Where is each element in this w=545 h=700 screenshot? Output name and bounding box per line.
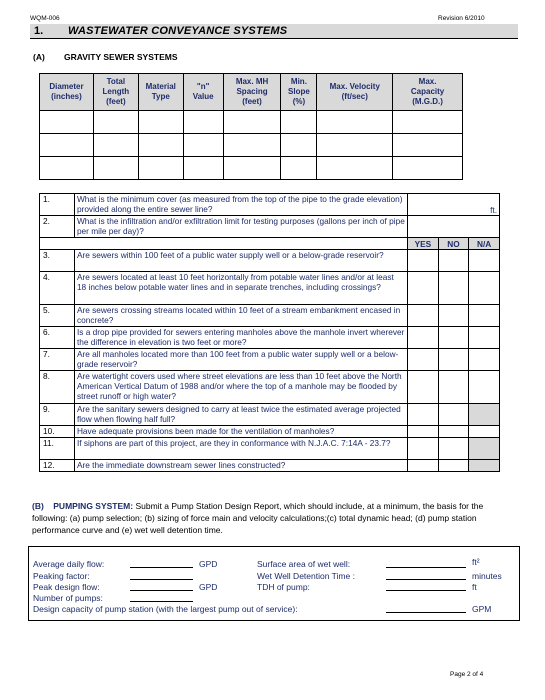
- answer-no-cell[interactable]: [438, 250, 469, 272]
- col-header-max-capacity: [393, 74, 463, 111]
- answer-yes-cell[interactable]: [408, 426, 439, 438]
- question-text: Are sewers located at least 10 feet horizontally from potable water lines and/or at least 18 inches below potable water lines and in separate trenches, including crossings?: [74, 272, 407, 305]
- spacer-cell: [74, 238, 407, 250]
- answer-yes-cell[interactable]: [408, 371, 439, 404]
- capacity-unit: GPM: [472, 604, 492, 614]
- question-number: 5.: [40, 305, 75, 327]
- answer-yes-cell[interactable]: [408, 349, 439, 371]
- question-text: Are watertight covers used where street elevations are less than 10 feet above the North American Vertical Datum of 1988 and/or where the top of a manhole may be flooded by street runoff or high water?: [74, 371, 407, 404]
- capacity-label: Design capacity of pump station (with the largest pump out of service):: [33, 604, 298, 614]
- mh-spacing-cell[interactable]: [223, 157, 281, 180]
- answer-no-cell[interactable]: [438, 327, 469, 349]
- col-header-line: Type: [151, 92, 170, 101]
- col-header-line: (M.G.D.): [412, 97, 443, 106]
- answer-na-cell[interactable]: [469, 305, 500, 327]
- answer-header-row: [40, 238, 500, 250]
- question-text: Are sewers within 100 feet of a public water supply well or a below-grade reservoir?: [74, 250, 407, 272]
- peak-flow-field[interactable]: [130, 590, 193, 591]
- question-row: [40, 216, 500, 238]
- length-cell[interactable]: [93, 157, 138, 180]
- section-title: WASTEWATER CONVEYANCE SYSTEMS: [68, 25, 288, 37]
- col-header-line: Value: [192, 92, 214, 101]
- question-text: If siphons are part of this project, are they in conformance with N.J.A.C. 7:14A - 23.7?: [74, 438, 407, 460]
- question-text: Have adequate provisions been made for the ventilation of manholes?: [74, 426, 407, 438]
- answer-header-yes: YES: [408, 238, 439, 250]
- col-header-material-type: [138, 74, 183, 111]
- col-header-line: (ft/sec): [341, 92, 368, 101]
- capacity-field[interactable]: [386, 612, 466, 613]
- wet-area-field[interactable]: [386, 567, 466, 568]
- n-value-cell[interactable]: [183, 134, 223, 157]
- question-row: [40, 305, 500, 327]
- col-header-line: (feet): [106, 97, 126, 106]
- material-cell[interactable]: [138, 134, 183, 157]
- question-text: What is the minimum cover (as measured from the top of the pipe to the grade elevation) provided along the entire sewer line?: [74, 194, 407, 216]
- answer-input[interactable]: [408, 194, 500, 216]
- question-row: [40, 460, 500, 472]
- col-header-line: (%): [292, 97, 306, 106]
- slope-cell[interactable]: [281, 111, 317, 134]
- pumping-instructions: Submit a Pump Station Design Report, which should include, at a minimum, the basis for the following: (a) pump selection; (b) sizing of force main and velocity calculations;(c) total dynamic head; (d) pump station performance curve and (e) wet well detention time.: [32, 501, 484, 535]
- question-number: 6.: [40, 327, 75, 349]
- col-header-line: Max. MH: [235, 77, 269, 86]
- col-header-line: Diameter: [49, 82, 84, 91]
- slope-cell[interactable]: [281, 134, 317, 157]
- answer-no-cell[interactable]: [438, 371, 469, 404]
- answer-no-cell[interactable]: [438, 272, 469, 305]
- num-pumps-field[interactable]: [130, 601, 193, 602]
- question-text: Is a drop pipe provided for sewers entering manholes above the manhole invert wherever the difference in elevation is two feet or more?: [74, 327, 407, 349]
- revision-label: Revision 6/2010: [438, 15, 485, 22]
- wet-area-unit: ft²: [472, 557, 480, 567]
- material-cell[interactable]: [138, 111, 183, 134]
- question-row: [40, 194, 500, 216]
- col-header-line: Spacing: [236, 87, 268, 96]
- answer-yes-cell[interactable]: [408, 404, 439, 426]
- col-header-total-length: [93, 74, 138, 111]
- question-number: 11.: [40, 438, 75, 460]
- peak-flow-label: Peak design flow:: [33, 582, 100, 592]
- tdh-label: TDH of pump:: [257, 582, 310, 592]
- answer-no-cell[interactable]: [438, 438, 469, 460]
- avg-flow-field[interactable]: [130, 567, 193, 568]
- diameter-cell[interactable]: [40, 157, 94, 180]
- slope-cell[interactable]: [281, 157, 317, 180]
- peak-flow-unit: GPD: [199, 582, 218, 592]
- answer-yes-cell[interactable]: [408, 327, 439, 349]
- col-header-max-velocity: [317, 74, 393, 111]
- question-text: Are all manholes located more than 100 feet from a public water supply well or a below-grade reservoir?: [74, 349, 407, 371]
- answer-na-cell[interactable]: [469, 426, 500, 438]
- question-number: 8.: [40, 371, 75, 404]
- page-number: Page 2 of 4: [450, 671, 484, 678]
- answer-na-cell: [469, 404, 500, 426]
- answer-input[interactable]: [408, 216, 500, 238]
- question-row: [40, 349, 500, 371]
- col-header-line: "n": [196, 82, 210, 91]
- question-number: 1.: [40, 194, 75, 216]
- col-header-line: Length: [102, 87, 130, 96]
- answer-na-cell[interactable]: [469, 349, 500, 371]
- table-row: [40, 157, 463, 180]
- detention-label: Wet Well Detention Time :: [257, 571, 355, 581]
- answer-na-cell: [469, 438, 500, 460]
- answer-yes-cell[interactable]: [408, 438, 439, 460]
- answer-na-cell[interactable]: [469, 371, 500, 404]
- tdh-unit: ft: [472, 582, 477, 592]
- col-header-max-mh-spacing: [223, 74, 281, 111]
- pumping-paragraph: [32, 500, 514, 536]
- diameter-cell[interactable]: [40, 134, 94, 157]
- question-row: [40, 426, 500, 438]
- velocity-cell[interactable]: [317, 134, 393, 157]
- material-cell[interactable]: [138, 157, 183, 180]
- col-header-line: Max. Velocity: [329, 82, 380, 91]
- n-value-cell[interactable]: [183, 157, 223, 180]
- col-header-diameter: [40, 74, 94, 111]
- col-header-line: Slope: [288, 87, 310, 96]
- question-row: [40, 327, 500, 349]
- col-header-line: Max.: [418, 77, 437, 86]
- answer-yes-cell[interactable]: [408, 272, 439, 305]
- question-number: 7.: [40, 349, 75, 371]
- col-header-line: (inches): [51, 92, 82, 101]
- unit-label: ft.: [490, 205, 497, 215]
- detention-field[interactable]: [386, 579, 466, 580]
- table-row: [40, 134, 463, 157]
- questions-table: [39, 193, 500, 472]
- question-text: Are sewers crossing streams located within 10 feet of a stream embankment encased in concrete?: [74, 305, 407, 327]
- pumping-label: (B): [32, 501, 44, 511]
- question-row: [40, 438, 500, 460]
- pumping-title: PUMPING SYSTEM:: [53, 501, 134, 511]
- answer-na-cell[interactable]: [469, 250, 500, 272]
- gravity-label: (A): [33, 52, 45, 62]
- answer-na-cell[interactable]: [469, 327, 500, 349]
- col-header-line: (feet): [242, 97, 262, 106]
- peaking-label: Peaking factor:: [33, 571, 90, 581]
- wet-area-label: Surface area of wet well:: [257, 559, 351, 569]
- peaking-field[interactable]: [130, 579, 193, 580]
- question-number: 2.: [40, 216, 75, 238]
- answer-na-cell[interactable]: [469, 272, 500, 305]
- question-text: Are the sanitary sewers designed to carry at least twice the estimated average projected flow when flowing half full?: [74, 404, 407, 426]
- question-row: [40, 272, 500, 305]
- avg-flow-label: Average daily flow:: [33, 559, 105, 569]
- answer-header-no: NO: [438, 238, 469, 250]
- col-header-min-slope: [281, 74, 317, 111]
- answer-no-cell[interactable]: [438, 349, 469, 371]
- capacity-cell[interactable]: [393, 111, 463, 134]
- diameter-cell[interactable]: [40, 111, 94, 134]
- avg-flow-unit: GPD: [199, 559, 218, 569]
- section-number: 1.: [34, 25, 44, 37]
- answer-no-cell[interactable]: [438, 404, 469, 426]
- answer-yes-cell[interactable]: [408, 250, 439, 272]
- question-text: What is the infiltration and/or exfiltration limit for testing purposes (gallons per inch of pipe per mile per day)?: [74, 216, 407, 238]
- question-row: [40, 371, 500, 404]
- gravity-sewer-table: [39, 73, 463, 180]
- capacity-cell[interactable]: [393, 157, 463, 180]
- col-header-line: Total: [106, 77, 126, 86]
- answer-yes-cell[interactable]: [408, 460, 439, 472]
- answer-header-na: N/A: [469, 238, 500, 250]
- capacity-cell[interactable]: [393, 134, 463, 157]
- col-header-line: Min.: [290, 77, 307, 86]
- answer-na-cell: [469, 460, 500, 472]
- length-cell[interactable]: [93, 134, 138, 157]
- answer-no-cell[interactable]: [438, 426, 469, 438]
- spacer-cell: [40, 238, 75, 250]
- question-row: [40, 404, 500, 426]
- tdh-field[interactable]: [386, 590, 466, 591]
- answer-yes-cell[interactable]: [408, 305, 439, 327]
- col-header-line: Capacity: [410, 87, 445, 96]
- question-number: 9.: [40, 404, 75, 426]
- n-value-cell[interactable]: [183, 111, 223, 134]
- mh-spacing-cell[interactable]: [223, 134, 281, 157]
- mh-spacing-cell[interactable]: [223, 111, 281, 134]
- question-text: Are the immediate downstream sewer lines constructed?: [74, 460, 407, 472]
- col-header-n-value: [183, 74, 223, 111]
- col-header-line: Material: [145, 82, 176, 91]
- length-cell[interactable]: [93, 111, 138, 134]
- velocity-cell[interactable]: [317, 111, 393, 134]
- answer-no-cell[interactable]: [438, 460, 469, 472]
- answer-no-cell[interactable]: [438, 305, 469, 327]
- question-number: 4.: [40, 272, 75, 305]
- num-pumps-label: Number of pumps:: [33, 593, 103, 603]
- velocity-cell[interactable]: [317, 157, 393, 180]
- question-number: 3.: [40, 250, 75, 272]
- form-id: WQM-006: [30, 15, 60, 22]
- question-row: [40, 250, 500, 272]
- question-number: 10.: [40, 426, 75, 438]
- gravity-title: GRAVITY SEWER SYSTEMS: [64, 52, 178, 62]
- detention-unit: minutes: [472, 571, 502, 581]
- question-number: 12.: [40, 460, 75, 472]
- table-row: [40, 111, 463, 134]
